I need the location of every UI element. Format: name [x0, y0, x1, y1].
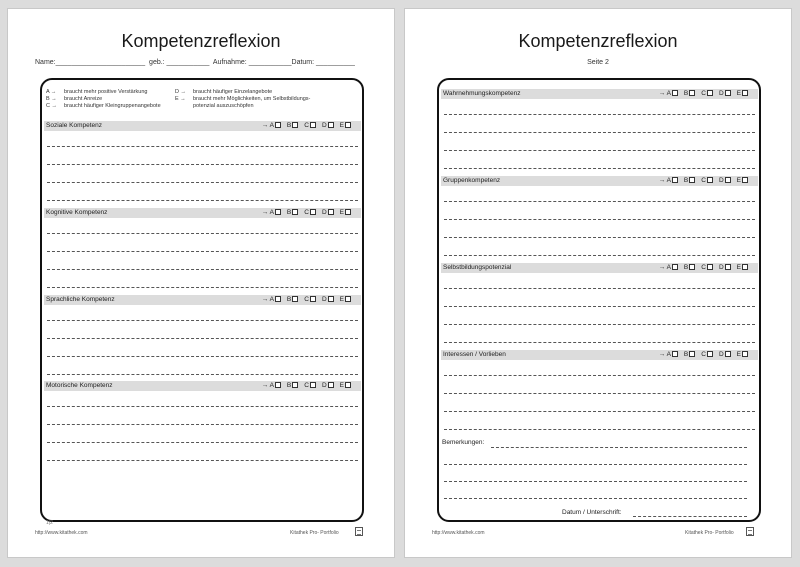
section-header [44, 121, 361, 131]
checkbox-c[interactable] [310, 296, 316, 302]
checkbox-b[interactable] [689, 177, 695, 183]
section-selbstbildungspotenzial [441, 263, 758, 343]
legend-item: potenzial auszuschöpfen [193, 103, 254, 109]
checkbox-c[interactable] [310, 209, 316, 215]
date-signature-field[interactable] [633, 516, 747, 517]
page-1 [7, 8, 395, 558]
rating-checkboxes: → A B C D E [659, 89, 754, 99]
section-header [44, 295, 361, 305]
checkbox-d[interactable] [725, 90, 731, 96]
legend-item: A → braucht mehr positive Verstärkung [46, 89, 148, 95]
checkbox-b[interactable] [689, 351, 695, 357]
footer-url: http://www.kitathek.com [35, 530, 88, 536]
write-line[interactable] [47, 406, 358, 407]
section-gruppenkompetenz [441, 176, 758, 256]
legend-item: E → braucht mehr Möglichkeiten, um Selbstbildungs- [175, 96, 311, 102]
checkbox-d[interactable] [328, 382, 334, 388]
legend-left [46, 89, 161, 110]
checkbox-d[interactable] [328, 122, 334, 128]
checkbox-a[interactable] [275, 382, 281, 388]
checkbox-c[interactable] [310, 122, 316, 128]
write-line[interactable] [47, 269, 358, 270]
checkbox-e[interactable] [742, 90, 748, 96]
remarks-label: Bemerkungen: [442, 439, 485, 446]
checkbox-c[interactable] [707, 351, 713, 357]
write-line[interactable] [444, 132, 755, 133]
section-title: Sprachliche Kompetenz [46, 296, 115, 303]
checkbox-b[interactable] [292, 209, 298, 215]
student-info-line: Name:_______________________ geb.: ___________ Aufnahme: ___________Datum: __________ [35, 59, 355, 66]
section-sprachliche-kompetenz [44, 295, 361, 375]
checkbox-d[interactable] [328, 296, 334, 302]
legend-item: D → braucht häufiger Einzelangebote [175, 89, 273, 95]
write-line[interactable] [444, 375, 755, 376]
write-line[interactable] [444, 306, 755, 307]
footer-url: http://www.kitathek.com [432, 530, 485, 536]
checkbox-e[interactable] [345, 296, 351, 302]
write-line[interactable] [444, 219, 755, 220]
write-line[interactable] [444, 201, 755, 202]
legend-item: C → braucht häufiger Kleingruppenangebote [46, 103, 161, 109]
write-line[interactable] [47, 424, 358, 425]
checkbox-c[interactable] [707, 264, 713, 270]
section-title: Gruppenkompetenz [443, 177, 501, 184]
notepad-icon [355, 527, 363, 536]
rating-checkboxes: → A B C D E [659, 350, 754, 360]
write-line[interactable] [444, 324, 755, 325]
checkbox-e[interactable] [345, 382, 351, 388]
write-line[interactable] [444, 393, 755, 394]
checkbox-a[interactable] [275, 122, 281, 128]
checkbox-e[interactable] [345, 209, 351, 215]
write-line[interactable] [47, 442, 358, 443]
page-subtitle: Seite 2 [587, 59, 609, 66]
write-line[interactable] [444, 237, 755, 238]
checkbox-d[interactable] [725, 264, 731, 270]
footer-brand: Kitathek Pro- Portfolio [685, 530, 734, 536]
checkbox-e[interactable] [742, 264, 748, 270]
rating-checkboxes: → A B C D E [659, 176, 754, 186]
date-signature-label: Datum / Unterschrift: [562, 509, 622, 516]
section-soziale-kompetenz [44, 121, 361, 201]
write-line[interactable] [47, 356, 358, 357]
checkbox-a[interactable] [672, 90, 678, 96]
checkbox-b[interactable] [689, 264, 695, 270]
page-title: Kompetenzreflexion [121, 31, 281, 51]
write-line[interactable] [444, 150, 755, 151]
section-title: Kognitive Kompetenz [46, 209, 108, 216]
section-title: Interessen / Vorlieben [443, 351, 506, 358]
checkbox-b[interactable] [292, 382, 298, 388]
checkbox-d[interactable] [725, 177, 731, 183]
checkbox-a[interactable] [275, 209, 281, 215]
section-title: Selbstbildungspotenzial [443, 264, 512, 271]
write-line[interactable] [444, 429, 755, 430]
checkbox-e[interactable] [742, 177, 748, 183]
rating-checkboxes: → A B C D E [262, 381, 357, 391]
write-line[interactable] [47, 287, 358, 288]
checkbox-e[interactable] [345, 122, 351, 128]
checkbox-c[interactable] [707, 177, 713, 183]
write-line[interactable] [47, 460, 358, 461]
rating-checkboxes: → A B C D E [262, 295, 357, 305]
section-wahrnehmungskompetenz [441, 89, 758, 169]
checkbox-a[interactable] [672, 264, 678, 270]
checkbox-a[interactable] [275, 296, 281, 302]
page-title: Kompetenzreflexion [518, 31, 678, 51]
section-interessen-vorlieben [441, 350, 758, 430]
remarks-field[interactable] [491, 447, 747, 448]
section-motorische-kompetenz [44, 381, 361, 461]
checkbox-a[interactable] [672, 351, 678, 357]
page-2 [404, 8, 792, 558]
legend-right [175, 89, 310, 110]
page-mark: 1|2 [46, 520, 53, 526]
write-line[interactable] [444, 255, 755, 256]
remarks-line[interactable] [444, 481, 747, 482]
footer-brand: Kitathek Pro- Portfolio [290, 530, 339, 536]
section-header [44, 208, 361, 218]
checkbox-b[interactable] [292, 122, 298, 128]
write-line[interactable] [47, 200, 358, 201]
remarks-line[interactable] [444, 464, 747, 465]
notepad-icon [746, 527, 754, 536]
write-line[interactable] [444, 342, 755, 343]
checkbox-c[interactable] [707, 90, 713, 96]
write-line[interactable] [444, 114, 755, 115]
checkbox-b[interactable] [292, 296, 298, 302]
write-line[interactable] [47, 338, 358, 339]
write-line[interactable] [47, 146, 358, 147]
write-line[interactable] [47, 233, 358, 234]
section-title: Wahrnehmungskompetenz [443, 90, 521, 97]
checkbox-e[interactable] [742, 351, 748, 357]
checkbox-c[interactable] [310, 382, 316, 388]
section-kognitive-kompetenz [44, 208, 361, 288]
section-header [441, 263, 758, 273]
write-line[interactable] [47, 374, 358, 375]
write-line[interactable] [444, 168, 755, 169]
rating-checkboxes: → A B C D E [262, 208, 357, 218]
section-title: Motorische Kompetenz [46, 382, 113, 389]
write-line[interactable] [47, 251, 358, 252]
write-line[interactable] [47, 182, 358, 183]
checkbox-b[interactable] [689, 90, 695, 96]
section-header [441, 350, 758, 360]
checkbox-d[interactable] [725, 351, 731, 357]
remarks-line[interactable] [444, 498, 747, 499]
legend-item: B → braucht Anreize [46, 96, 103, 102]
write-line[interactable] [47, 164, 358, 165]
write-line[interactable] [444, 411, 755, 412]
write-line[interactable] [444, 288, 755, 289]
rating-checkboxes: → A B C D E [659, 263, 754, 273]
section-header [441, 176, 758, 186]
write-line[interactable] [47, 320, 358, 321]
rating-checkboxes: → A B C D E [262, 121, 357, 131]
section-header [44, 381, 361, 391]
checkbox-d[interactable] [328, 209, 334, 215]
checkbox-a[interactable] [672, 177, 678, 183]
section-header [441, 89, 758, 99]
section-title: Soziale Kompetenz [46, 122, 103, 129]
